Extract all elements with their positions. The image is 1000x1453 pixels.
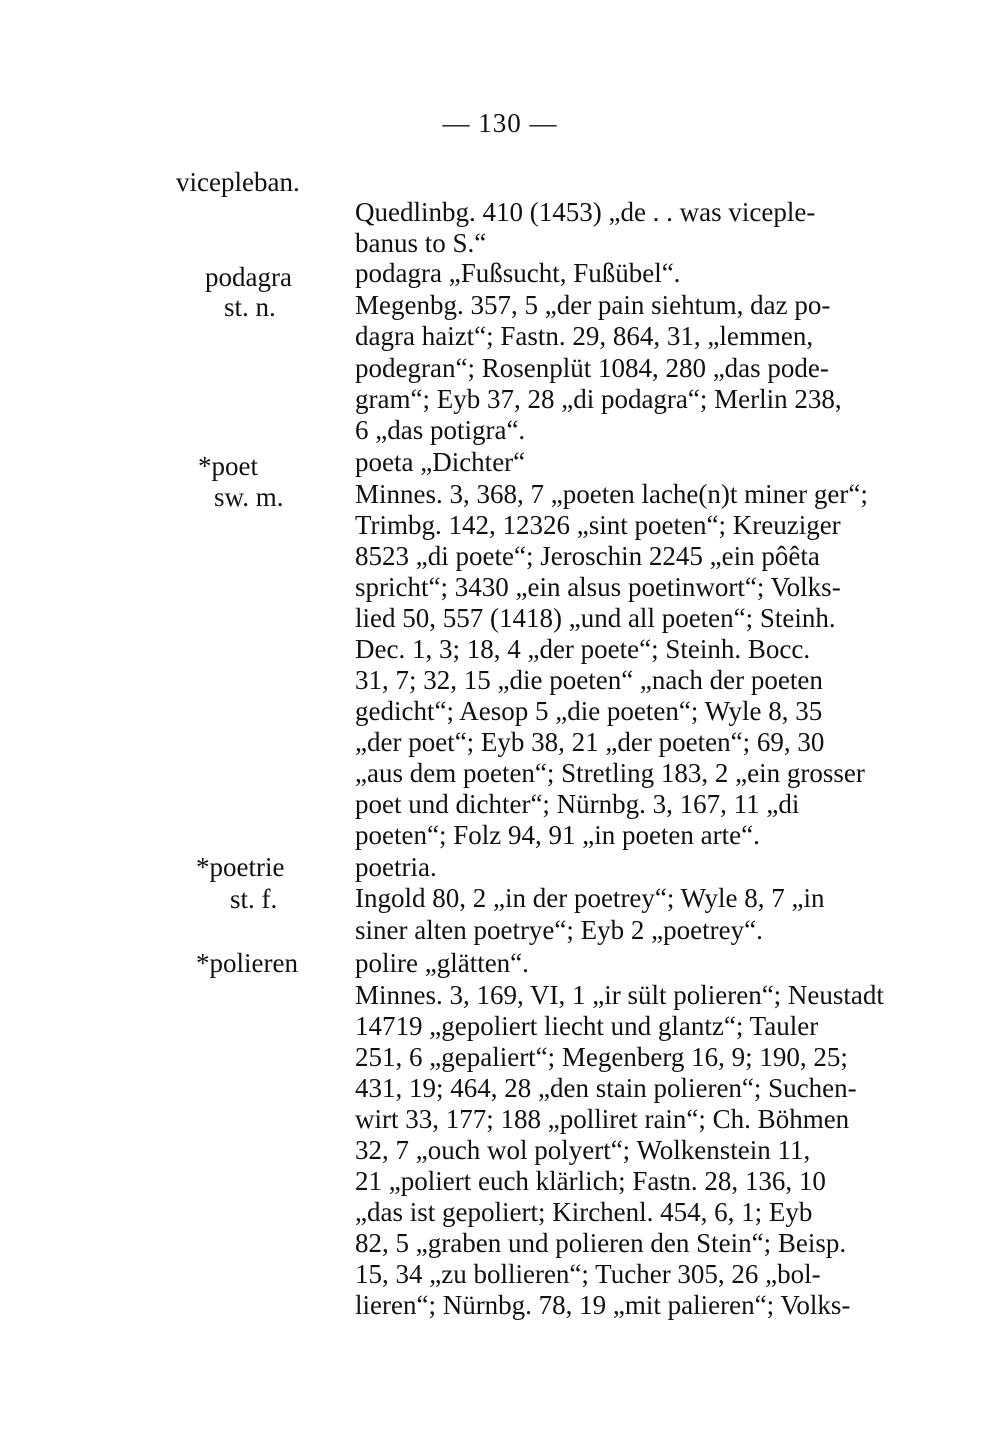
entry-line: 21 „poliert euch klärlich; Fastn. 28, 136, 10	[355, 1166, 826, 1196]
entry-line: 8523 „di poete“; Jeroschin 2245 „ein pôêta	[355, 541, 820, 571]
headword-grammar: st. f.	[230, 884, 278, 914]
entry-line: 31, 7; 32, 15 „die poeten“ „nach der poeten	[355, 665, 823, 695]
entry-line: Minnes. 3, 169, VI, 1 „ir sült polieren“; Neustadt	[355, 980, 884, 1010]
page-number: — 130 —	[442, 108, 558, 138]
entry-line: gram“; Eyb 37, 28 „di podagra“; Merlin 238,	[355, 384, 842, 414]
entry-line: gedicht“; Aesop 5 „die poeten“; Wyle 8, 35	[355, 696, 823, 726]
entry-line: 82, 5 „graben und polieren den Stein“; Beisp.	[355, 1228, 847, 1258]
entry-line: banus to S.“	[355, 228, 487, 258]
headword-poetrie: *poetrie	[196, 852, 285, 882]
entry-line: siner alten poetrye“; Eyb 2 „poetrey“.	[355, 915, 763, 945]
headword-grammar: st. n.	[224, 292, 276, 322]
entry-line: „das ist gepoliert; Kirchenl. 454, 6, 1; Eyb	[355, 1197, 813, 1227]
entry-line: poeten“; Folz 94, 91 „in poeten arte“.	[355, 820, 760, 850]
entry-line: 14719 „gepoliert liecht und glantz“; Tauler	[355, 1011, 819, 1041]
entry-line: Trimbg. 142, 12326 „sint poeten“; Kreuziger	[355, 510, 841, 540]
entry-line: poet und dichter“; Nürnbg. 3, 167, 11 „di	[355, 789, 800, 819]
entry-line: wirt 33, 177; 188 „polliret rain“; Ch. Böhmen	[355, 1104, 850, 1134]
entry-line: „der poet“; Eyb 38, 21 „der poeten“; 69, 30	[355, 727, 825, 757]
entry-line: podegran“; Rosenplüt 1084, 280 „das pode-	[355, 353, 829, 383]
entry-line: poeta „Dichter“	[355, 447, 526, 477]
entry-line: Dec. 1, 3; 18, 4 „der poete“; Steinh. Bocc.	[355, 634, 811, 664]
entry-line: spricht“; 3430 „ein alsus poetinwort“; Volks-	[355, 572, 841, 602]
headword-podagra: podagra	[205, 262, 292, 292]
entry-line: podagra „Fußsucht, Fußübel“.	[355, 258, 681, 288]
entry-line: polire „glätten“.	[355, 948, 529, 978]
entry-line: 15, 34 „zu bollieren“; Tucher 305, 26 „bol-	[355, 1259, 821, 1289]
entry-line: 251, 6 „gepaliert“; Megenberg 16, 9; 190, 25;	[355, 1042, 848, 1072]
entry-line: lied 50, 557 (1418) „und all poeten“; Steinh.	[355, 603, 836, 633]
entry-line: poetria.	[355, 852, 437, 882]
headword-polieren: *polieren	[196, 948, 298, 978]
headword-vicepleban: vicepleban.	[176, 167, 300, 197]
entry-line: Minnes. 3, 368, 7 „poeten lache(n)t miner ger“;	[355, 479, 868, 509]
entry-line: Quedlinbg. 410 (1453) „de . . was viceple-	[355, 197, 816, 227]
entry-line: 431, 19; 464, 28 „den stain polieren“; Suchen-	[355, 1073, 857, 1103]
entry-line: Megenbg. 357, 5 „der pain siehtum, daz po-	[355, 290, 831, 320]
entry-line: lieren“; Nürnbg. 78, 19 „mit palieren“; Volks-	[355, 1290, 851, 1320]
entry-line: 6 „das potigra“.	[355, 415, 526, 445]
headword-grammar: sw. m.	[214, 482, 284, 512]
entry-line: Ingold 80, 2 „in der poetrey“; Wyle 8, 7 „in	[355, 883, 825, 913]
entry-line: 32, 7 „ouch wol polyert“; Wolkenstein 11,	[355, 1135, 811, 1165]
entry-line: dagra haizt“; Fastn. 29, 864, 31, „lemmen,	[355, 321, 814, 351]
headword-poet: *poet	[198, 451, 258, 481]
entry-line: „aus dem poeten“; Stretling 183, 2 „ein grosser	[355, 758, 865, 788]
